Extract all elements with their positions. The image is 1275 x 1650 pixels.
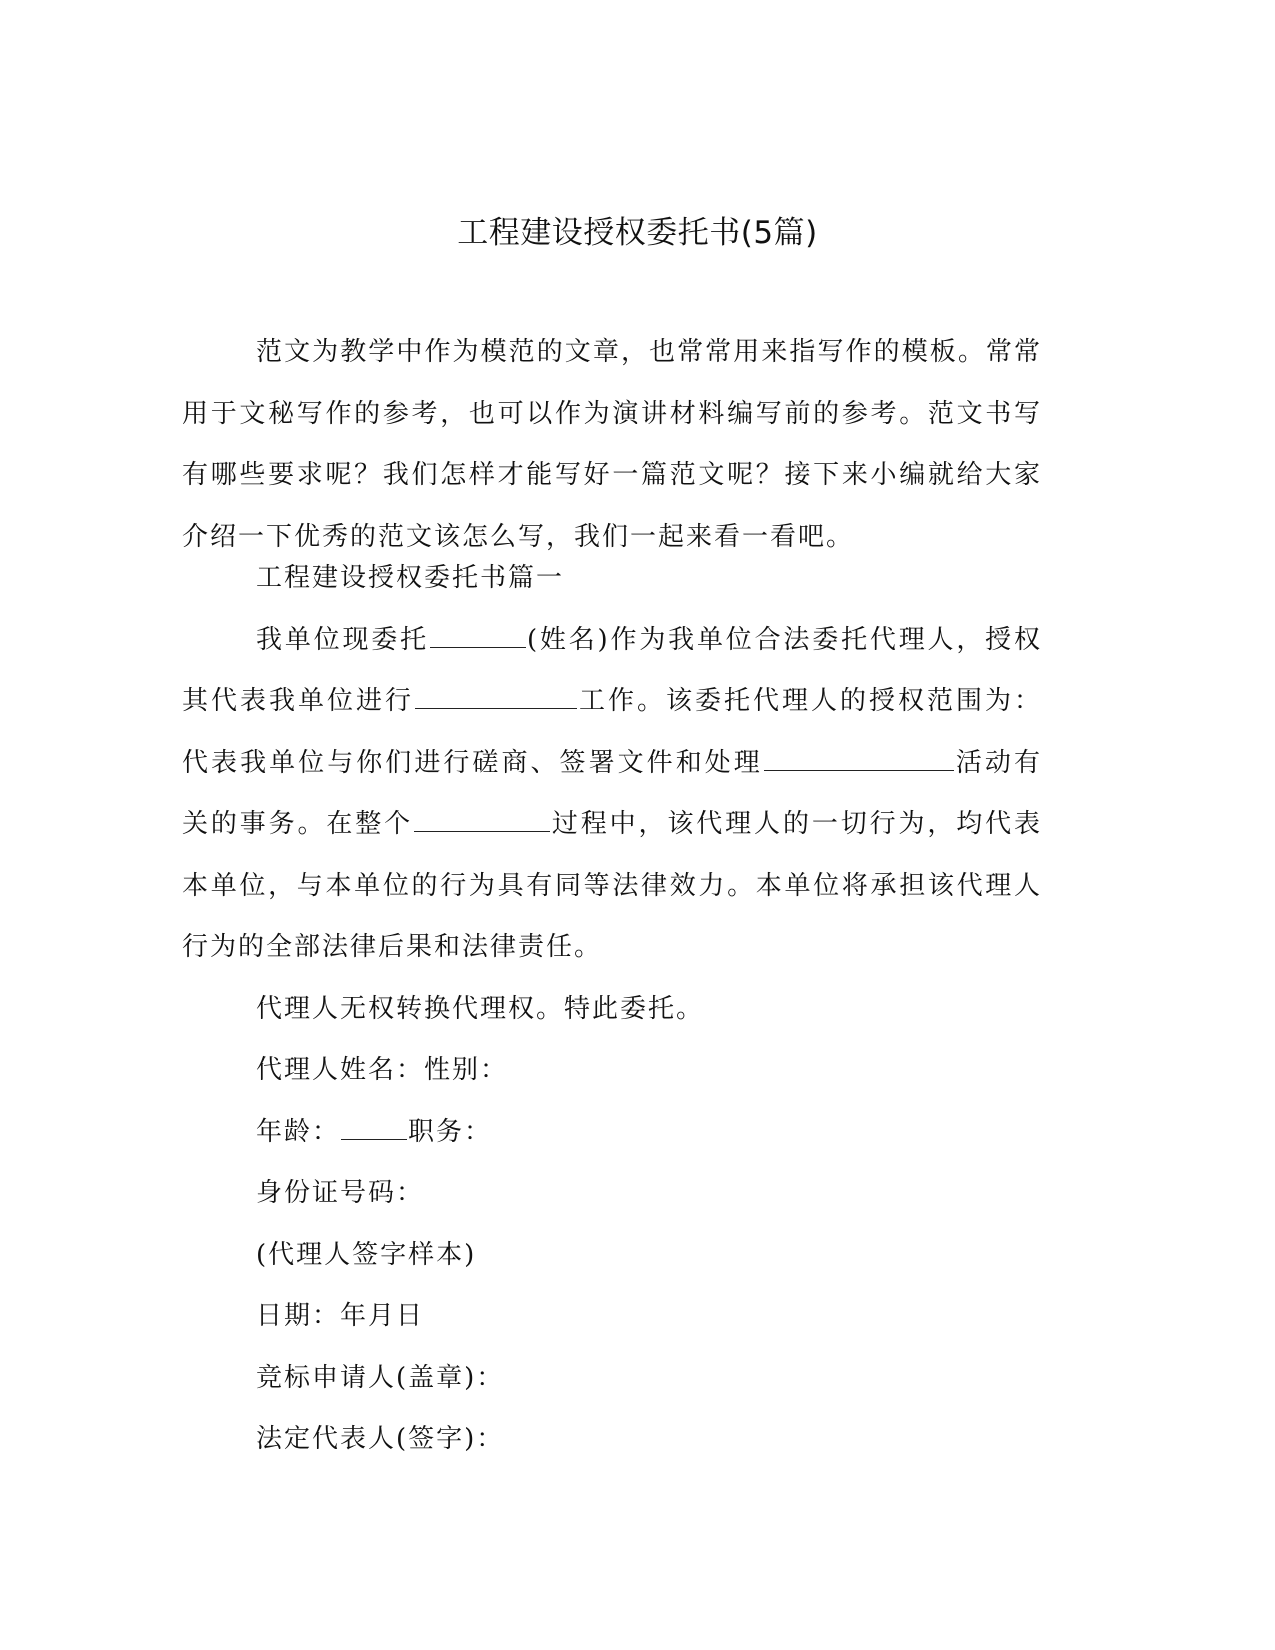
age-blank[interactable] — [341, 1111, 407, 1140]
applicant-seal-line: 竞标申请人(盖章)： — [256, 1362, 505, 1393]
position-label: 职务： — [408, 1116, 493, 1147]
authorization-text-4: 活动有关的事务。在整个 — [182, 747, 1042, 839]
age-position-line — [182, 1102, 1042, 1164]
authorization-paragraph — [182, 610, 1042, 979]
authorization-text-5: 过程中，该代理人的一切行为，均代表本单位，与本单位的行为具有同等法律效力。本单位将承担该代理人行为的全部法律后果和法律责任。 — [182, 809, 1042, 962]
agent-name-blank[interactable] — [430, 619, 526, 648]
authorization-text-3: 工作。该委托代理人的授权范围为：代表我单位与你们进行磋商、签署文件和处理 — [182, 686, 1042, 778]
activity-blank[interactable] — [764, 742, 954, 771]
date-line: 日期：年月日 — [256, 1301, 425, 1331]
work-blank[interactable] — [415, 680, 577, 709]
intro-paragraph: 范文为教学中作为模范的文章，也常常用来指写作的模板。常常用于文秘写作的参考，也可以作为演讲材料编写前的参考。范文书写有哪些要求呢？我们怎样才能写好一篇范文呢？接下来小编就给大家介绍一下优秀的范文该怎么写，我们一起来看一看吧。 — [182, 337, 1042, 552]
id-number-line: 身份证号码： — [256, 1178, 425, 1208]
section-1 — [182, 548, 1042, 1471]
process-blank[interactable] — [414, 803, 550, 832]
section-heading: 工程建设授权委托书篇一 — [256, 563, 565, 593]
authorization-text-1: 我单位现委托 — [256, 624, 429, 655]
authorization-text-2: (姓名)作为我单位合法委托代理人，授权其代表我单位进行 — [182, 624, 1042, 716]
age-label: 年龄： — [256, 1116, 341, 1147]
signature-sample-line: (代理人签字样本) — [256, 1239, 477, 1270]
agent-name-gender-line: 代理人姓名：性别： — [256, 1055, 509, 1085]
document-title: 工程建设授权委托书(5篇) — [457, 215, 818, 251]
legal-representative-line: 法定代表人(签字)： — [256, 1424, 505, 1454]
no-transfer-line: 代理人无权转换代理权。特此委托。 — [256, 993, 705, 1024]
